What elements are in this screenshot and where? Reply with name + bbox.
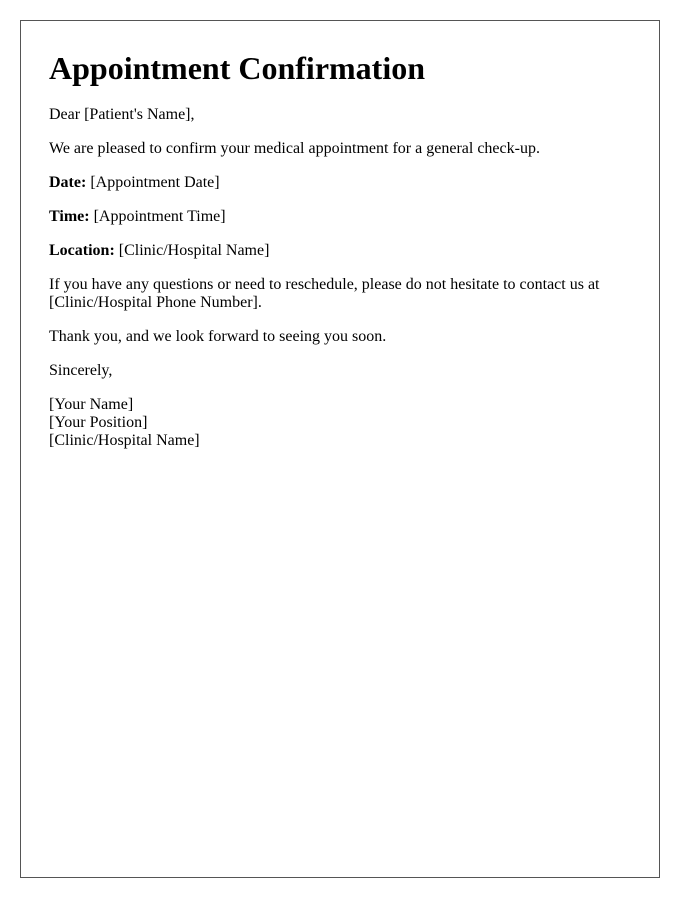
contact-paragraph: If you have any questions or need to reschedule, please do not hesitate to contact us at [Clinic/Hospital Phone Number].	[49, 276, 600, 311]
closing: Sincerely,	[49, 362, 113, 379]
thanks-paragraph: Thank you, and we look forward to seeing you soon.	[49, 328, 387, 345]
signature-organization: [Clinic/Hospital Name]	[49, 432, 200, 449]
signature-position: [Your Position]	[49, 414, 148, 431]
page-title: Appointment Confirmation	[49, 50, 426, 86]
date-line	[49, 174, 631, 192]
greeting: Dear [Patient's Name],	[49, 106, 195, 123]
letter-page	[20, 20, 660, 878]
location-label: Location:	[49, 242, 115, 259]
time-value: [Appointment Time]	[93, 208, 226, 225]
signature-name: [Your Name]	[49, 396, 134, 413]
intro-paragraph: We are pleased to confirm your medical appointment for a general check-up.	[49, 140, 540, 157]
time-line	[49, 208, 631, 226]
time-label: Time:	[49, 208, 90, 225]
date-label: Date:	[49, 174, 87, 191]
location-line	[49, 242, 631, 260]
date-value: [Appointment Date]	[90, 174, 220, 191]
location-value: [Clinic/Hospital Name]	[118, 242, 270, 259]
signature-block	[49, 396, 631, 450]
